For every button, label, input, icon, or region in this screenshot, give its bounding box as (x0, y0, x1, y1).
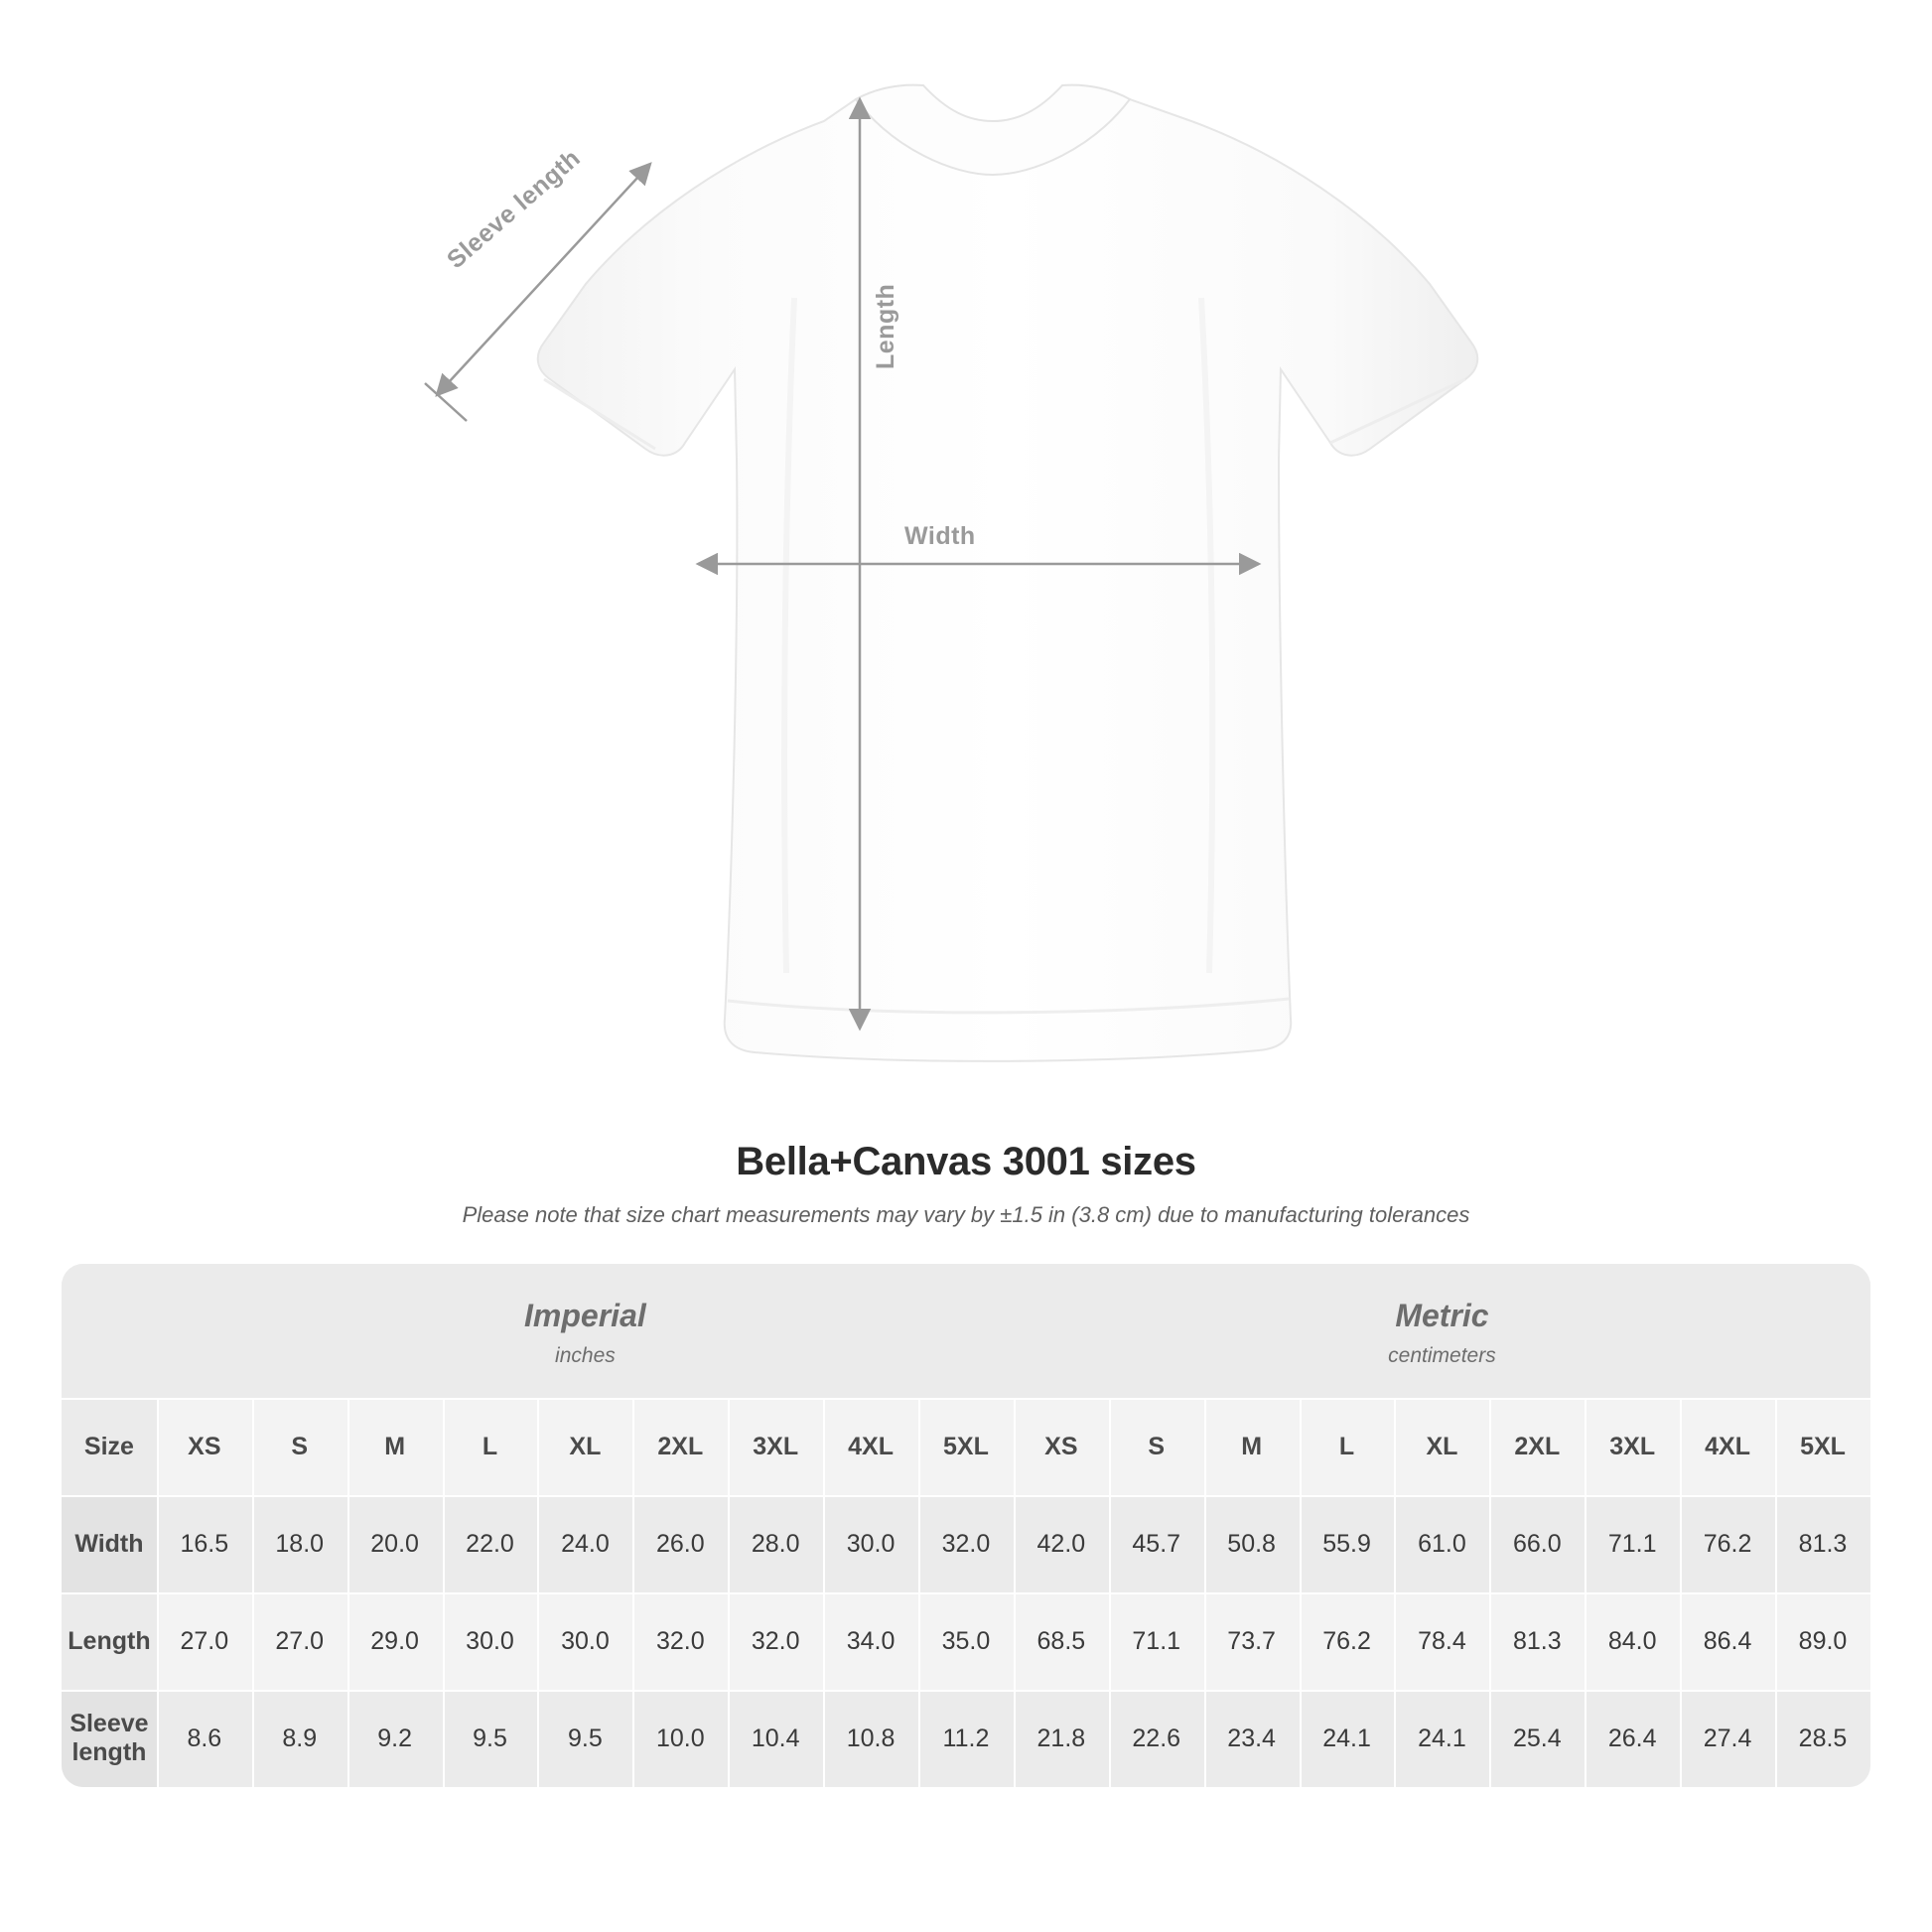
cell-width-xl-imperial: 24.0 (537, 1495, 632, 1592)
row-label-sleeve-length: Sleeve length (62, 1690, 157, 1787)
page-title: Bella+Canvas 3001 sizes (736, 1140, 1196, 1183)
cell-length-4xl-metric: 86.4 (1680, 1592, 1775, 1690)
size-header-l-imperial: L (443, 1398, 538, 1495)
cell-length-xs-metric: 68.5 (1014, 1592, 1109, 1690)
cell-length-m-metric: 73.7 (1204, 1592, 1300, 1690)
cell-sleeve-s-imperial: 8.9 (252, 1690, 347, 1787)
cell-sleeve-l-metric: 24.1 (1300, 1690, 1395, 1787)
unit-metric-name: Metric (1395, 1298, 1489, 1333)
cell-sleeve-m-metric: 23.4 (1204, 1690, 1300, 1787)
cell-width-l-metric: 55.9 (1300, 1495, 1395, 1592)
width-label: Width (904, 522, 976, 550)
unit-group-metric (1014, 1264, 1870, 1398)
size-header-m-imperial: M (347, 1398, 443, 1495)
size-header-3xl-metric: 3XL (1585, 1398, 1680, 1495)
cell-sleeve-5xl-metric: 28.5 (1775, 1690, 1870, 1787)
tolerance-note: Please note that size chart measurements may vary by ±1.5 in (3.8 cm) due to manufacturing tolerances (462, 1202, 1470, 1227)
cell-length-l-imperial: 30.0 (443, 1592, 538, 1690)
cell-width-xs-metric: 42.0 (1014, 1495, 1109, 1592)
size-header-xs-metric: XS (1014, 1398, 1109, 1495)
cell-length-m-imperial: 29.0 (347, 1592, 443, 1690)
table-row (62, 1690, 1870, 1787)
table-row (62, 1495, 1870, 1592)
size-chart-table (62, 1264, 1870, 1787)
cell-sleeve-3xl-metric: 26.4 (1585, 1690, 1680, 1787)
cell-length-3xl-metric: 84.0 (1585, 1592, 1680, 1690)
cell-width-2xl-metric: 66.0 (1489, 1495, 1585, 1592)
length-label: Length (872, 283, 899, 369)
size-header-5xl-imperial: 5XL (918, 1398, 1014, 1495)
cell-sleeve-m-imperial: 9.2 (347, 1690, 443, 1787)
size-header-l-metric: L (1300, 1398, 1395, 1495)
cell-sleeve-4xl-metric: 27.4 (1680, 1690, 1775, 1787)
row-label-width: Width (62, 1495, 157, 1592)
size-header-xl-imperial: XL (537, 1398, 632, 1495)
unit-header-row (62, 1264, 1870, 1398)
cell-length-2xl-imperial: 32.0 (632, 1592, 728, 1690)
sleeve-length-label: Sleeve length (442, 143, 586, 275)
cell-width-3xl-imperial: 28.0 (728, 1495, 823, 1592)
size-header-row (62, 1398, 1870, 1495)
size-header-m-metric: M (1204, 1398, 1300, 1495)
table-corner-cell (62, 1264, 157, 1398)
cell-sleeve-3xl-imperial: 10.4 (728, 1690, 823, 1787)
cell-length-s-metric: 71.1 (1109, 1592, 1204, 1690)
cell-sleeve-2xl-metric: 25.4 (1489, 1690, 1585, 1787)
unit-group-imperial (157, 1264, 1014, 1398)
size-header-2xl-imperial: 2XL (632, 1398, 728, 1495)
size-header-3xl-imperial: 3XL (728, 1398, 823, 1495)
size-header-s-metric: S (1109, 1398, 1204, 1495)
cell-length-xl-metric: 78.4 (1394, 1592, 1489, 1690)
tshirt-shape (538, 85, 1478, 1061)
size-header-s-imperial: S (252, 1398, 347, 1495)
size-chart-table-wrapper (62, 1264, 1870, 1787)
cell-sleeve-xs-metric: 21.8 (1014, 1690, 1109, 1787)
cell-sleeve-l-imperial: 9.5 (443, 1690, 538, 1787)
size-header-5xl-metric: 5XL (1775, 1398, 1870, 1495)
cell-length-2xl-metric: 81.3 (1489, 1592, 1585, 1690)
size-header-2xl-metric: 2XL (1489, 1398, 1585, 1495)
cell-width-xs-imperial: 16.5 (157, 1495, 252, 1592)
cell-width-xl-metric: 61.0 (1394, 1495, 1489, 1592)
size-header-xl-metric: XL (1394, 1398, 1489, 1495)
cell-sleeve-5xl-imperial: 11.2 (918, 1690, 1014, 1787)
cell-sleeve-xl-metric: 24.1 (1394, 1690, 1489, 1787)
cell-width-s-metric: 45.7 (1109, 1495, 1204, 1592)
cell-sleeve-s-metric: 22.6 (1109, 1690, 1204, 1787)
cell-sleeve-xl-imperial: 9.5 (537, 1690, 632, 1787)
row-label-length: Length (62, 1592, 157, 1690)
cell-width-l-imperial: 22.0 (443, 1495, 538, 1592)
cell-width-4xl-metric: 76.2 (1680, 1495, 1775, 1592)
cell-length-s-imperial: 27.0 (252, 1592, 347, 1690)
cell-sleeve-2xl-imperial: 10.0 (632, 1690, 728, 1787)
cell-length-l-metric: 76.2 (1300, 1592, 1395, 1690)
size-header-xs-imperial: XS (157, 1398, 252, 1495)
cell-width-m-metric: 50.8 (1204, 1495, 1300, 1592)
cell-length-5xl-metric: 89.0 (1775, 1592, 1870, 1690)
cell-length-xl-imperial: 30.0 (537, 1592, 632, 1690)
size-header-4xl-imperial: 4XL (823, 1398, 918, 1495)
cell-width-3xl-metric: 71.1 (1585, 1495, 1680, 1592)
unit-imperial-name: Imperial (524, 1298, 646, 1333)
unit-imperial-sub: inches (555, 1344, 616, 1367)
title-block (0, 1140, 1932, 1228)
cell-width-2xl-imperial: 26.0 (632, 1495, 728, 1592)
cell-width-m-imperial: 20.0 (347, 1495, 443, 1592)
unit-metric-sub: centimeters (1388, 1344, 1496, 1367)
cell-length-5xl-imperial: 35.0 (918, 1592, 1014, 1690)
cell-width-s-imperial: 18.0 (252, 1495, 347, 1592)
cell-width-4xl-imperial: 30.0 (823, 1495, 918, 1592)
cell-width-5xl-metric: 81.3 (1775, 1495, 1870, 1592)
cell-sleeve-xs-imperial: 8.6 (157, 1690, 252, 1787)
table-row (62, 1592, 1870, 1690)
cell-length-xs-imperial: 27.0 (157, 1592, 252, 1690)
cell-length-3xl-imperial: 32.0 (728, 1592, 823, 1690)
cell-width-5xl-imperial: 32.0 (918, 1495, 1014, 1592)
size-header-4xl-metric: 4XL (1680, 1398, 1775, 1495)
cell-sleeve-4xl-imperial: 10.8 (823, 1690, 918, 1787)
size-label-cell: Size (62, 1398, 157, 1495)
cell-length-4xl-imperial: 34.0 (823, 1592, 918, 1690)
